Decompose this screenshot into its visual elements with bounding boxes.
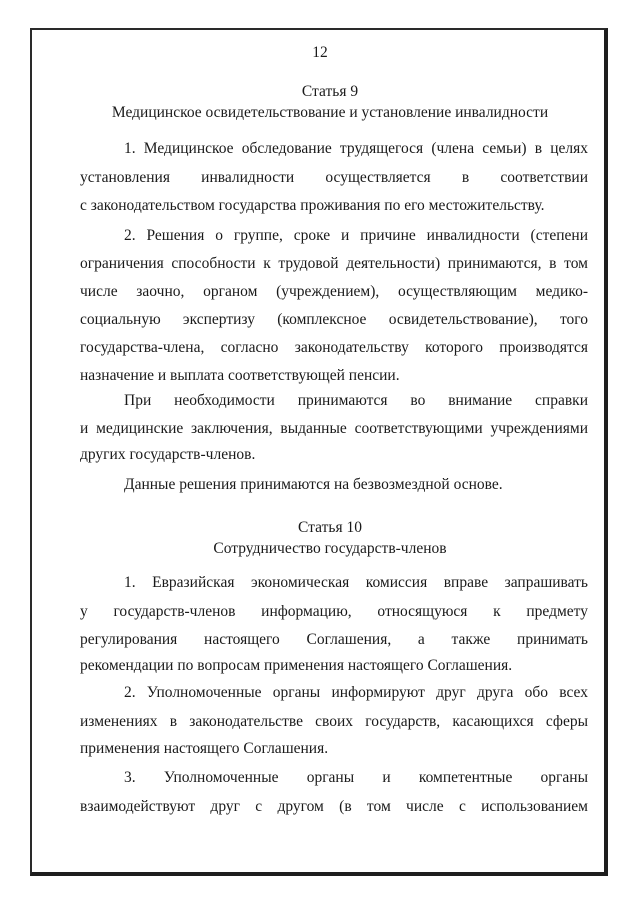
text-line: ограничения способности к трудовой деятельности) принимаются, в том [80,255,588,272]
text-line: с законодательством государства проживания по его местожительству. [80,197,545,214]
article-9-title: Медицинское освидетельствование и установление инвалидности [111,104,549,121]
text-line: изменениях в законодательстве своих государств, касающихся сферы [80,713,588,730]
article-9-heading [60,81,600,123]
article-10-paragraph-1 [80,573,588,676]
text-line: установления инвалидности осуществляется в соответствии [80,169,588,186]
text-line: взаимодействуют друг с другом (в том числе с использованием [80,798,588,815]
text-line: других государств-членов. [80,446,256,463]
text-line: 3. Уполномоченные органы и компетентные органы [124,769,588,786]
text-line: При необходимости принимаются во внимание справки [124,392,588,409]
text-line: 1. Медицинское обследование трудящегося (члена семьи) в целях [124,140,588,157]
article-9-number: Статья 9 [301,83,359,100]
article-10-heading [60,517,600,559]
text-line: применения настоящего Соглашения. [80,740,329,757]
text-line: социальную экспертизу (комплексное освидетельствование), того [80,311,588,328]
article-9-paragraph-1 [80,139,588,216]
text-line: числе заочно, органом (учреждением), осуществляющим медико- [80,283,588,300]
article-9-paragraph-2 [80,226,588,386]
text-line: 2. Уполномоченные органы информируют друг друга обо всех [124,684,588,701]
article-10-paragraph-2 [80,683,588,759]
text-line: 2. Решения о группе, сроке и причине инвалидности (степени [124,227,588,244]
text-line: Данные решения принимаются на безвозмездной основе. [124,476,503,493]
article-9-paragraph-3 [80,391,588,465]
article-9-paragraph-4 [80,475,588,495]
text-line: и медицинские заключения, выданные соответствующими учреждениями [80,420,588,437]
article-10-number: Статья 10 [298,519,362,536]
article-10-paragraph-3 [80,768,588,817]
text-line: рекомендации по вопросам применения настоящего Соглашения. [80,657,513,674]
text-line: 1. Евразийская экономическая комиссия вправе запрашивать [124,574,588,591]
page-number: 12 [312,44,328,61]
text-line: регулирования настоящего Соглашения, а также принимать [80,631,588,648]
text-line: назначение и выплата соответствующей пенсии. [80,367,400,384]
text-line: у государств-членов информацию, относящуюся к предмету [80,603,588,620]
text-line: государства-члена, согласно законодательству которого производятся [80,339,588,356]
article-10-title: Сотрудничество государств-членов [213,540,447,557]
